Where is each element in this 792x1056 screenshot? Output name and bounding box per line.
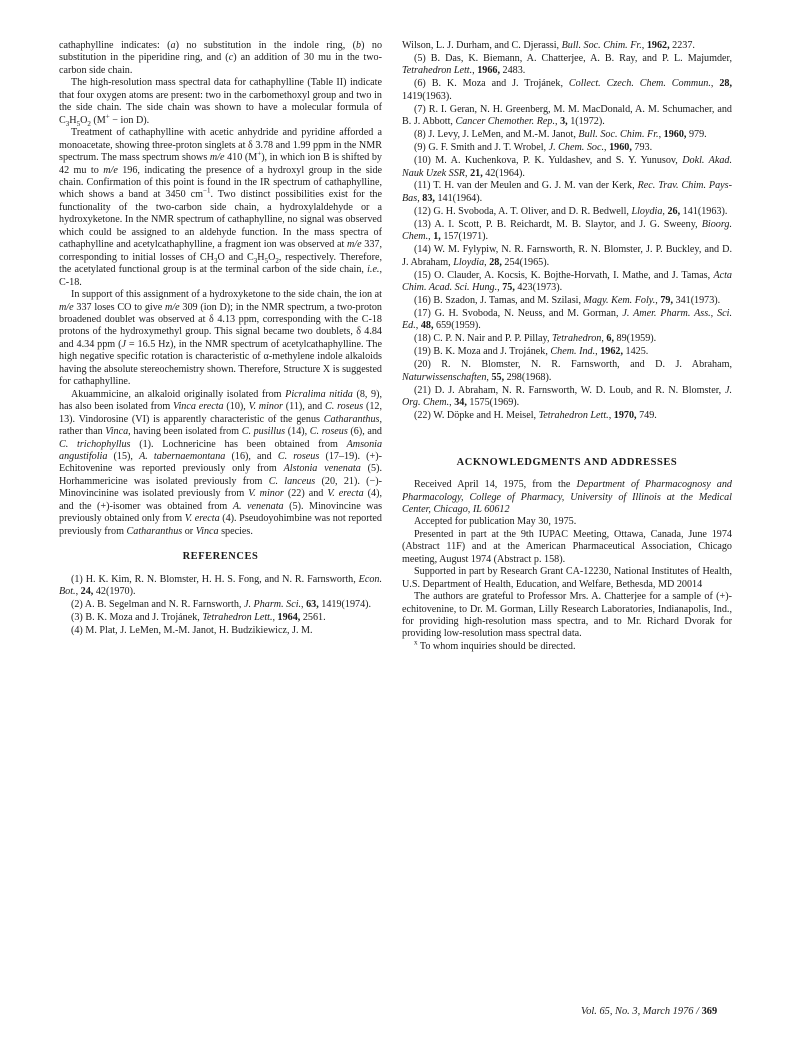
body-paragraph: cathaphylline indicates: (a) no substitution in the indole ring, (b) no substitution in the piperidine ring, and (c) an addition of 30 mu in the two-carbon side chain.: [59, 40, 383, 76]
body-paragraph: Akuammicine, an alkaloid originally isolated from Picralima nitida (8, 9), has also been isolated from Vinca erecta (10), V. minor (11), and C. roseus (12, 13). Vindorosine (VI) is apparently characteristic of the genus Catharanthus, rather than Vinca, having been isolated from C. pusillus (14), C. roseus (6), and C. trichophyllus (1). Lochnericine has been obtained from Amsonia angustifolia (15), A. tabernaemontana (16), and C. roseus (17–19). (+)-Echitovenine was reported previously only from Alstonia venenata (5). Horhammericine was isolated previously from C. lanceus (20, 21). (−)-Minovincinine was isolated previously from V. minor (22) and V. erecta (4), and the (+)-isomer was obtained from A. venenata (5). Minovincine was previously obtained only from V. erecta (4). Pseudoyohimbine was not reported previously from Catharanthus or Vinca species.: [59, 388, 383, 537]
acknowledgment-paragraph: Supported in part by Research Grant CA-12230, National Institutes of Health, U.S. Department of Health, Education, and Welfare, Bethesda, MD 20014: [402, 566, 732, 590]
footer-separator: /: [693, 1006, 702, 1017]
reference-item: (5) B. Das, K. Biemann, A. Chatterjee, A. B. Ray, and P. L. Majumder, Tetrahedron Lett., 1966, 2483.: [402, 52, 732, 77]
body-paragraph: Treatment of cathaphylline with acetic anhydride and pyridine afforded a monoacetate, showing three-proton singlets at δ 3.78 and 1.99 ppm in the NMR spectrum. The mass spectrum shows m/e 410 (M+), in which ion B is shifted by 42 mu to m/e 196, indicating the presence of a hydroxyl group in the side chain. Confirmation of this point is found in the IR spectrum of cathaphylline, which shows a band at 3450 $cm^{-1}$. Two distinct possibilities exist for the functionality of the two-carbon side chain, a hydroxylaldehyde or a hydroxyketone. In the NMR spectrum of cathaphylline, no signal was observed which could be assigned to an aldehyde function. In the mass spectra of cathaphylline and acetylcathaphylline, a fragment ion was observed at m/e 337, corresponding to initial losses of $CH_3O$ and $C_3H_5O_2$, respectively. Therefore, the acetylated functional group is at the terminal carbon of the side chain, i.e., C-18.: [59, 127, 383, 288]
reference-item: (15) O. Clauder, A. Kocsis, K. Bojthe-Horvath, I. Mathe, and J. Tamas, Acta Chim. Acad. Sci. Hung., 75, 423(1973).: [402, 269, 732, 294]
reference-item: (7) R. I. Geran, N. H. Greenberg, M. M. MacDonald, A. M. Schumacher, and B. J. Abbott, Cancer Chemother. Rep., 3, 1(1972).: [402, 103, 732, 128]
body-paragraph: The high-resolution mass spectral data for cathaphylline (Table II) indicate that four oxygen atoms are present: two in the carbomethoxyl group and two in the side chain. The side chain was shown to have a molecular formula of $C_3H_5O_2$ (M+ − ion D).: [59, 77, 382, 128]
acknowledgment-paragraph: The authors are grateful to Professor Mrs. A. Chatterjee for a sample of (+)-echitovenine, to Dr. M. Gorman, Lilly Research Laboratories, Indianapolis, Ind., for providing high-resolution mass spectra, and to Mr. Richard Dvorak for providing low-resolution mass spectral data.: [402, 591, 732, 640]
acknowledgment-paragraph: Received April 14, 1975, from the Department of Pharmacognosy and Pharmacology, College of Pharmacy, University of Illinois at the Medical Center, Chicago, IL 60612: [402, 479, 732, 515]
journal-info: Vol. 65, No. 3, March 1976: [581, 1006, 694, 1017]
reference-item: (8) J. Levy, J. LeMen, and M.-M. Janot, Bull. Soc. Chim. Fr., 1960, 979.: [414, 129, 707, 141]
references-heading: REFERENCES: [182, 551, 259, 563]
reference-item: (2) A. B. Segelman and N. R. Farnsworth, J. Pharm. Sci., 63, 1419(1974).: [71, 598, 372, 610]
acknowledgments-heading: ACKNOWLEDGMENTS AND ADDRESSES: [456, 456, 678, 468]
reference-item: (19) B. K. Moza and J. Trojánek, Chem. Ind., 1962, 1425.: [414, 346, 649, 358]
reference-item: (16) B. Szadon, J. Tamas, and M. Szilasi, Magy. Kem. Foly., 79, 341(1973).: [414, 295, 721, 307]
reference-item: (3) B. K. Moza and J. Trojánek, Tetrahedron Lett., 1964, 2561.: [71, 611, 326, 623]
reference-item: (18) C. P. N. Nair and P. P. Pillay, Tetrahedron, 6, 89(1959).: [414, 333, 657, 345]
reference-item: (6) B. K. Moza and J. Trojánek, Collect. Czech. Chem. Commun., 28, 1419(1963).: [402, 78, 732, 102]
page-footer: [581, 1006, 717, 1017]
reference-item: (21) D. J. Abraham, N. R. Farnsworth, W. D. Loub, and R. N. Blomster, J. Org. Chem., 34, 1575(1969).: [402, 384, 732, 409]
reference-item: (11) T. H. van der Meulen and G. J. M. van der Kerk, Rec. Trav. Chim. Pays-Bas, 83, 141(1964).: [402, 180, 732, 204]
reference-item: (9) G. F. Smith and J. T. Wrobel, J. Chem. Soc., 1960, 793.: [414, 142, 653, 154]
acknowledgment-paragraph: Accepted for publication May 30, 1975.: [414, 516, 577, 528]
left-column: [59, 40, 382, 638]
correspondence-note: $^x$ To whom inquiries should be directed.: [414, 638, 576, 652]
right-column: [402, 40, 732, 653]
reference-item: (10) M. A. Kuchenkova, P. K. Yuldashev, and S. Y. Yunusov, Dokl. Akad. Nauk Uzek SSR, 21, 42(1964).: [402, 155, 732, 179]
reference-item: (13) A. I. Scott, P. B. Reichardt, M. B. Slaytor, and J. G. Sweeny, Bioorg. Chem., 1, 157(1971).: [402, 218, 732, 243]
reference-item: (20) R. N. Blomster, N. R. Farnsworth, and D. J. Abraham, Naturwissenschaften, 55, 298(1968).: [402, 359, 732, 383]
reference-item: Wilson, L. J. Durham, and C. Djerassi, Bull. Soc. Chim. Fr., 1962, 2237.: [402, 40, 695, 51]
acknowledgment-paragraph: Presented in part at the 9th IUPAC Meeting, Ottawa, Canada, June 1974 (Abstract 11F) and at the American Pharmaceutical Association, Chicago meeting, August 1974 (Abstract p. 158).: [402, 528, 732, 565]
reference-item: (1) H. K. Kim, R. N. Blomster, H. H. S. Fong, and N. R. Farnsworth, Econ. Bot., 24, 42(1970).: [59, 573, 382, 598]
reference-item: (12) G. H. Svoboda, A. T. Oliver, and D. R. Bedwell, Lloydia, 26, 141(1963).: [414, 205, 728, 217]
reference-item: (17) G. H. Svoboda, N. Neuss, and M. Gorman, J. Amer. Pharm. Ass., Sci. Ed., 48, 659(1959).: [402, 308, 732, 332]
reference-item: (22) W. Döpke and H. Meisel, Tetrahedron Lett., 1970, 749.: [414, 410, 657, 422]
page-number: 369: [701, 1006, 718, 1017]
reference-item: (14) W. M. Fylypiw, N. R. Farnsworth, R. N. Blomster, J. P. Buckley, and D. J. Abraham, Lloydia, 28, 254(1965).: [402, 244, 732, 268]
reference-item: (4) M. Plat, J. LeMen, M.-M. Janot, H. Budzikiewicz, J. M.: [71, 624, 313, 636]
body-paragraph: In support of this assignment of a hydroxyketone to the side chain, the ion at m/e 337 loses CO to give m/e 309 (ion D); in the NMR spectrum, a two-proton broadened doublet was observed at δ 4.13 ppm, corresponding with the C-18 protons of the hydroxymethyl group. This signal became two doublets, δ 4.84 and 4.34 ppm (J = 16.5 Hz), in the NMR spectrum of acetylcathaphylline. The high negative specific rotation is characteristic of α-methylene indole alkaloids having the absolute stereochemistry shown. Therefore, Structure X is suggested for cathaphylline.: [59, 289, 382, 388]
